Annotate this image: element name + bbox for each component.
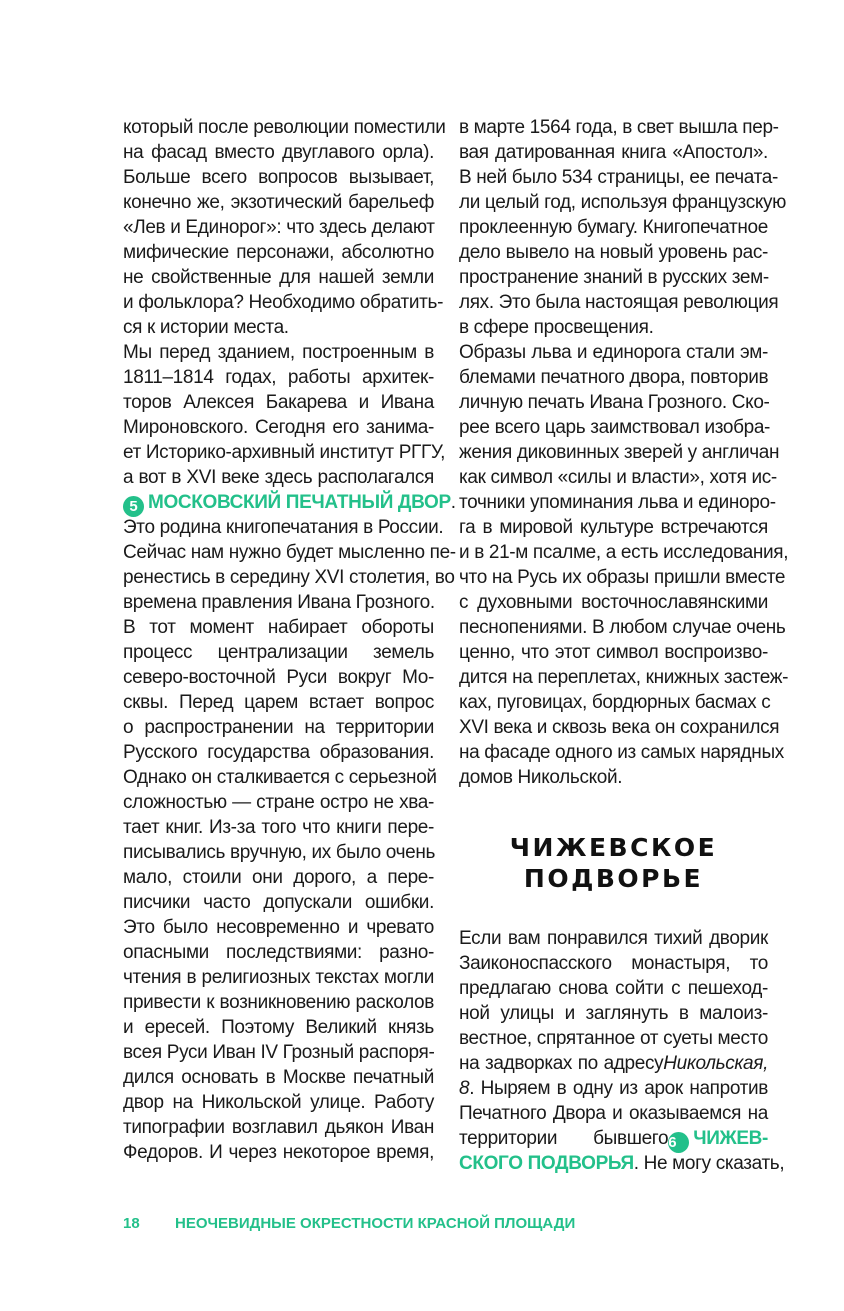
section-heading-line-1: ЧИЖЕВСКОЕ <box>509 833 718 862</box>
text-line: Мироновского. Сегодня его занима- <box>123 417 434 438</box>
text-line: писывались вручную, их было очень <box>123 842 436 863</box>
text-fragment: . Ныряем в одну из арок напротив <box>469 1078 768 1099</box>
poi-punctuation: . <box>450 492 456 513</box>
section-heading <box>459 832 768 894</box>
left-column <box>123 115 456 1165</box>
text-line: как символ «силы и власти», хотя ис- <box>459 467 777 488</box>
text-line: не свойственные для нашей земли <box>123 267 434 288</box>
text-line: Образы льва и единорога стали эм- <box>459 342 768 363</box>
text-line: в марте 1564 года, в свет вышла пер- <box>459 117 779 138</box>
text-line: привести к возникновению расколов <box>123 992 434 1013</box>
text-line: ценно, что этот символ воспроизво- <box>459 642 768 663</box>
text-line: Однако он сталкивается с серьезной <box>123 767 437 788</box>
text-line: конечно же, экзотический барельеф <box>123 192 434 213</box>
text-line: вая датированная книга «Апостол». <box>459 142 768 163</box>
text-line: лях. Это была настоящая революция <box>459 292 779 313</box>
text-line: сквы. Перед царем встает вопрос <box>123 692 434 713</box>
text-line: ках, пуговицах, бордюрных басмах с <box>459 692 771 713</box>
text-line: проклеенную бумагу. Книгопечатное <box>459 217 768 238</box>
text-line: с духовными восточнославянскими <box>459 592 768 613</box>
text-line: тает книг. Из-за того что книги пере- <box>123 817 434 838</box>
text-line: Больше всего вопросов вызывает, <box>123 167 434 188</box>
text-line: и в 21-м псалме, а есть исследования, <box>459 542 789 563</box>
text-line: Русского государства образования. <box>123 742 434 763</box>
text-line: ет Историко-архивный институт РГГУ, <box>123 442 446 463</box>
text-line: Заиконоспасского монастыря, то <box>459 953 768 974</box>
text-line: сложностью — стране остро не хва- <box>123 792 434 813</box>
text-line: и фольклора? Необходимо обратить- <box>123 292 444 313</box>
text-line: всея Руси Иван IV Грозный распоря- <box>123 1042 435 1063</box>
text-line: домов Никольской. <box>459 767 623 788</box>
text-line <box>459 1051 768 1076</box>
text-line: Это родина книгопечатания в России. <box>123 517 444 538</box>
text-line: что на Русь их образы пришли вместе <box>459 567 786 588</box>
poi-name-link[interactable]: МОСКОВСКИЙ ПЕЧАТНЫЙ ДВОР <box>148 492 451 513</box>
text-line: XVI века и сквозь века он сохранился <box>459 717 780 738</box>
text-line: ли целый год, используя французскую <box>459 192 787 213</box>
text-line: дело вывело на новый уровень рас- <box>459 242 768 263</box>
text-line: торов Алексея Бакарева и Ивана <box>123 392 434 413</box>
address-italic-number: 8 <box>459 1078 470 1099</box>
text-line: Сейчас нам нужно будет мысленно пе- <box>123 542 456 563</box>
text-line: дится на переплетах, книжных застеж- <box>459 667 789 688</box>
text-line: мало, стоили они дорого, а пере- <box>123 867 434 888</box>
text-line-poi-6 <box>459 1126 768 1151</box>
poi-number-badge: 5 <box>123 496 144 517</box>
text-line: Это было несовременно и чревато <box>123 917 434 938</box>
text-line: о распространении на территории <box>123 717 434 738</box>
text-line: который после революции поместили <box>123 117 446 138</box>
text-line: на фасад вместо двуглавого орла). <box>123 142 434 163</box>
address-italic: Никольская, <box>663 1053 768 1074</box>
text-line: личную печать Ивана Грозного. Ско- <box>459 392 770 413</box>
text-line: процесс централизации земель <box>123 642 434 663</box>
text-line: Федоров. И через некоторое время, <box>123 1142 434 1163</box>
text-line: песнопениями. В любом случае очень <box>459 617 786 638</box>
text-line: Если вам понравился тихий дворик <box>459 928 768 949</box>
text-line: Печатного Двора и оказываемся на <box>459 1103 768 1124</box>
text-line-poi-6-cont <box>459 1151 785 1176</box>
text-line: «Лев и Единорог»: что здесь делают <box>123 217 435 238</box>
text-line-poi-5 <box>123 490 456 515</box>
poi-6-wrap <box>668 1128 768 1149</box>
text-line: В ней было 534 страницы, ее печата- <box>459 167 778 188</box>
text-line: двор на Никольской улице. Работу <box>123 1092 434 1113</box>
text-line: точники упоминания льва и единоро- <box>459 492 776 513</box>
text-line: Мы перед зданием, построенным в <box>123 342 434 363</box>
text-fragment: . Не могу сказать, <box>633 1153 785 1174</box>
text-line: северо-восточной Руси вокруг Мо- <box>123 667 434 688</box>
page-number: 18 <box>123 1215 140 1232</box>
poi-name-link[interactable]: ЧИЖЕВ- <box>693 1128 768 1149</box>
poi-name-link-cont[interactable]: СКОГО ПОДВОРЬЯ <box>459 1153 634 1174</box>
text-line <box>459 1076 768 1101</box>
section-heading-line-2: ПОДВОРЬЕ <box>523 864 704 893</box>
text-line: времена правления Ивана Грозного. <box>123 592 435 613</box>
text-line: ной улицы и заглянуть в малоиз- <box>459 1003 768 1024</box>
text-line: писчики часто допускали ошибки. <box>123 892 434 913</box>
text-line: предлагаю снова сойти с пешеход- <box>459 978 768 999</box>
poi-number-badge: 6 <box>668 1132 689 1153</box>
running-title: НЕОЧЕВИДНЫЕ ОКРЕСТНОСТИ КРАСНОЙ ПЛОЩАДИ <box>175 1215 576 1232</box>
text-line: 1811–1814 годах, работы архитек- <box>123 367 434 388</box>
text-line: чтения в религиозных текстах могли <box>123 967 434 988</box>
text-line: блемами печатного двора, повторив <box>459 367 769 388</box>
text-line: и ересей. Поэтому Великий князь <box>123 1017 434 1038</box>
right-column <box>459 115 789 1176</box>
text-line: ренестись в середину XVI столетия, во <box>123 567 455 588</box>
text-line: пространение знаний в русских зем- <box>459 267 769 288</box>
text-line: опасными последствиями: разно- <box>123 942 434 963</box>
text-line: вестное, спрятанное от суеты место <box>459 1028 768 1049</box>
text-line: жения диковинных зверей у англичан <box>459 442 780 463</box>
text-line: га в мировой культуре встречаются <box>459 517 768 538</box>
text-fragment: на задворках по адресу <box>459 1053 664 1074</box>
text-line: мифические персонажи, абсолютно <box>123 242 434 263</box>
text-fragment: территории бывшего <box>459 1128 669 1149</box>
text-line: типографии возглавил дьякон Иван <box>123 1117 434 1138</box>
text-line: дился основать в Москве печатный <box>123 1067 434 1088</box>
text-line: на фасаде одного из самых нарядных <box>459 742 784 763</box>
text-line: а вот в XVI веке здесь располагался <box>123 467 434 488</box>
text-line: ся к истории места. <box>123 317 289 338</box>
text-line: рее всего царь заимствовал изобра- <box>459 417 771 438</box>
text-line: в сфере просвещения. <box>459 317 654 338</box>
text-line: В тот момент набирает обороты <box>123 617 434 638</box>
page-footer <box>123 1215 575 1232</box>
